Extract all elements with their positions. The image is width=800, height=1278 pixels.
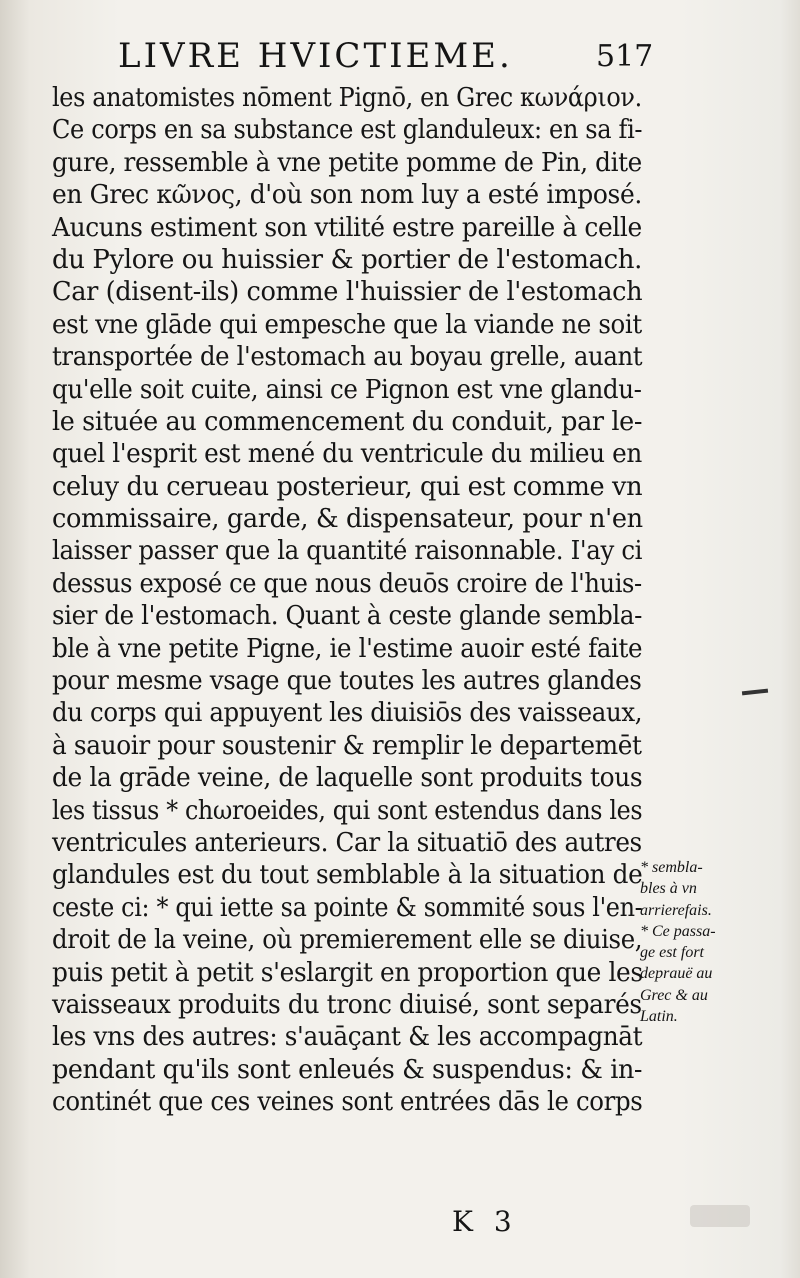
- text-line: pour mesme vsage que toutes les autres glandes: [52, 665, 642, 697]
- margin-notes: [640, 857, 790, 1027]
- text-line: ceste ci: * qui iette sa pointe & sommité sous l'en-: [52, 891, 643, 923]
- running-head: [110, 32, 654, 84]
- text-line: les vns des autres: s'auāçant & les accompagnāt: [52, 1021, 643, 1053]
- text-line: Car (disent-ils) comme l'huissier de l'estomach: [52, 276, 643, 308]
- text-line: les tissus * chωroeides, qui sont estendus dans les: [52, 794, 643, 826]
- text-line: Aucuns estiment son vtilité estre pareille à celle: [52, 211, 642, 243]
- text-line: commissaire, garde, & dispensateur, pour n'en: [52, 503, 643, 535]
- text-line: laisser passer que la quantité raisonnable. I'ay ci: [52, 535, 643, 567]
- text-line: du corps qui appuyent les diuisiōs des vaisseaux,: [52, 697, 643, 729]
- text-line: ble à vne petite Pigne, ie l'estime auoir esté faite: [52, 632, 643, 664]
- text-line: sier de l'estomach. Quant à ceste glande sembla-: [52, 600, 642, 632]
- show-through-smudge: [690, 1205, 750, 1227]
- signature-mark: K 3: [452, 1205, 518, 1238]
- text-line: droit de la veine, où premierement elle se diuise,: [52, 924, 643, 956]
- text-line: dessus exposé ce que nous deuōs croire de l'huis-: [52, 567, 642, 599]
- margin-note-line: arrierefais.: [640, 901, 712, 919]
- main-text-block: [52, 82, 642, 1119]
- margin-note-line: * sembla-: [640, 859, 703, 876]
- text-line: vaisseaux produits du tronc diuisé, sont separés: [52, 988, 642, 1020]
- text-line: quel l'esprit est mené du ventricule du milieu en: [52, 438, 642, 470]
- margin-note-line: Grec & au: [640, 986, 708, 1004]
- margin-note-line: bles à vn: [640, 880, 697, 898]
- text-line: ventricules anterieurs. Car la situatiō des autres: [52, 826, 642, 858]
- text-line: de la grāde veine, de laquelle sont produits tous: [52, 762, 643, 794]
- text-line: continét que ces veines sont entrées dās le corps: [52, 1086, 643, 1118]
- text-line: pendant qu'ils sont enleués & suspendus: & in-: [52, 1053, 643, 1085]
- margin-note-line: * Ce passa-: [640, 922, 716, 940]
- margin-note-line: ge est fort: [640, 944, 704, 962]
- text-line: à sauoir pour soustenir & remplir le departemēt: [52, 729, 642, 761]
- margin-note-line: deprauë au: [640, 965, 713, 983]
- text-line: puis petit à petit s'eslargit en proportion que les: [52, 956, 643, 988]
- text-line: en Grec κῶνος, d'où son nom luy a esté imposé.: [52, 179, 642, 211]
- page-number: 517: [596, 39, 654, 74]
- text-line: glandules est du tout semblable à la situation de: [52, 859, 643, 891]
- text-line: qu'elle soit cuite, ainsi ce Pignon est vne glandu-: [52, 373, 642, 405]
- text-line: les anatomistes nōment Pignō, en Grec κωνάριον.: [52, 82, 642, 113]
- running-head-title: LIVRE HVICTIEME.: [118, 36, 513, 76]
- text-line: est vne glāde qui empesche que la viande ne soit: [52, 308, 642, 340]
- text-line: Ce corps en sa substance est glanduleux: en sa fi-: [52, 114, 643, 146]
- text-line: du Pylore ou huissier & portier de l'estomach.: [52, 243, 643, 275]
- text-line: celuy du cerueau posterieur, qui est comme vn: [52, 470, 643, 502]
- text-line: le située au commencement du conduit, par le-: [52, 405, 643, 437]
- text-line: gure, ressemble à vne petite pomme de Pin, dite: [52, 146, 642, 178]
- margin-note-line: Latin.: [640, 1008, 678, 1026]
- text-line: transportée de l'estomach au boyau grelle, auant: [52, 341, 643, 373]
